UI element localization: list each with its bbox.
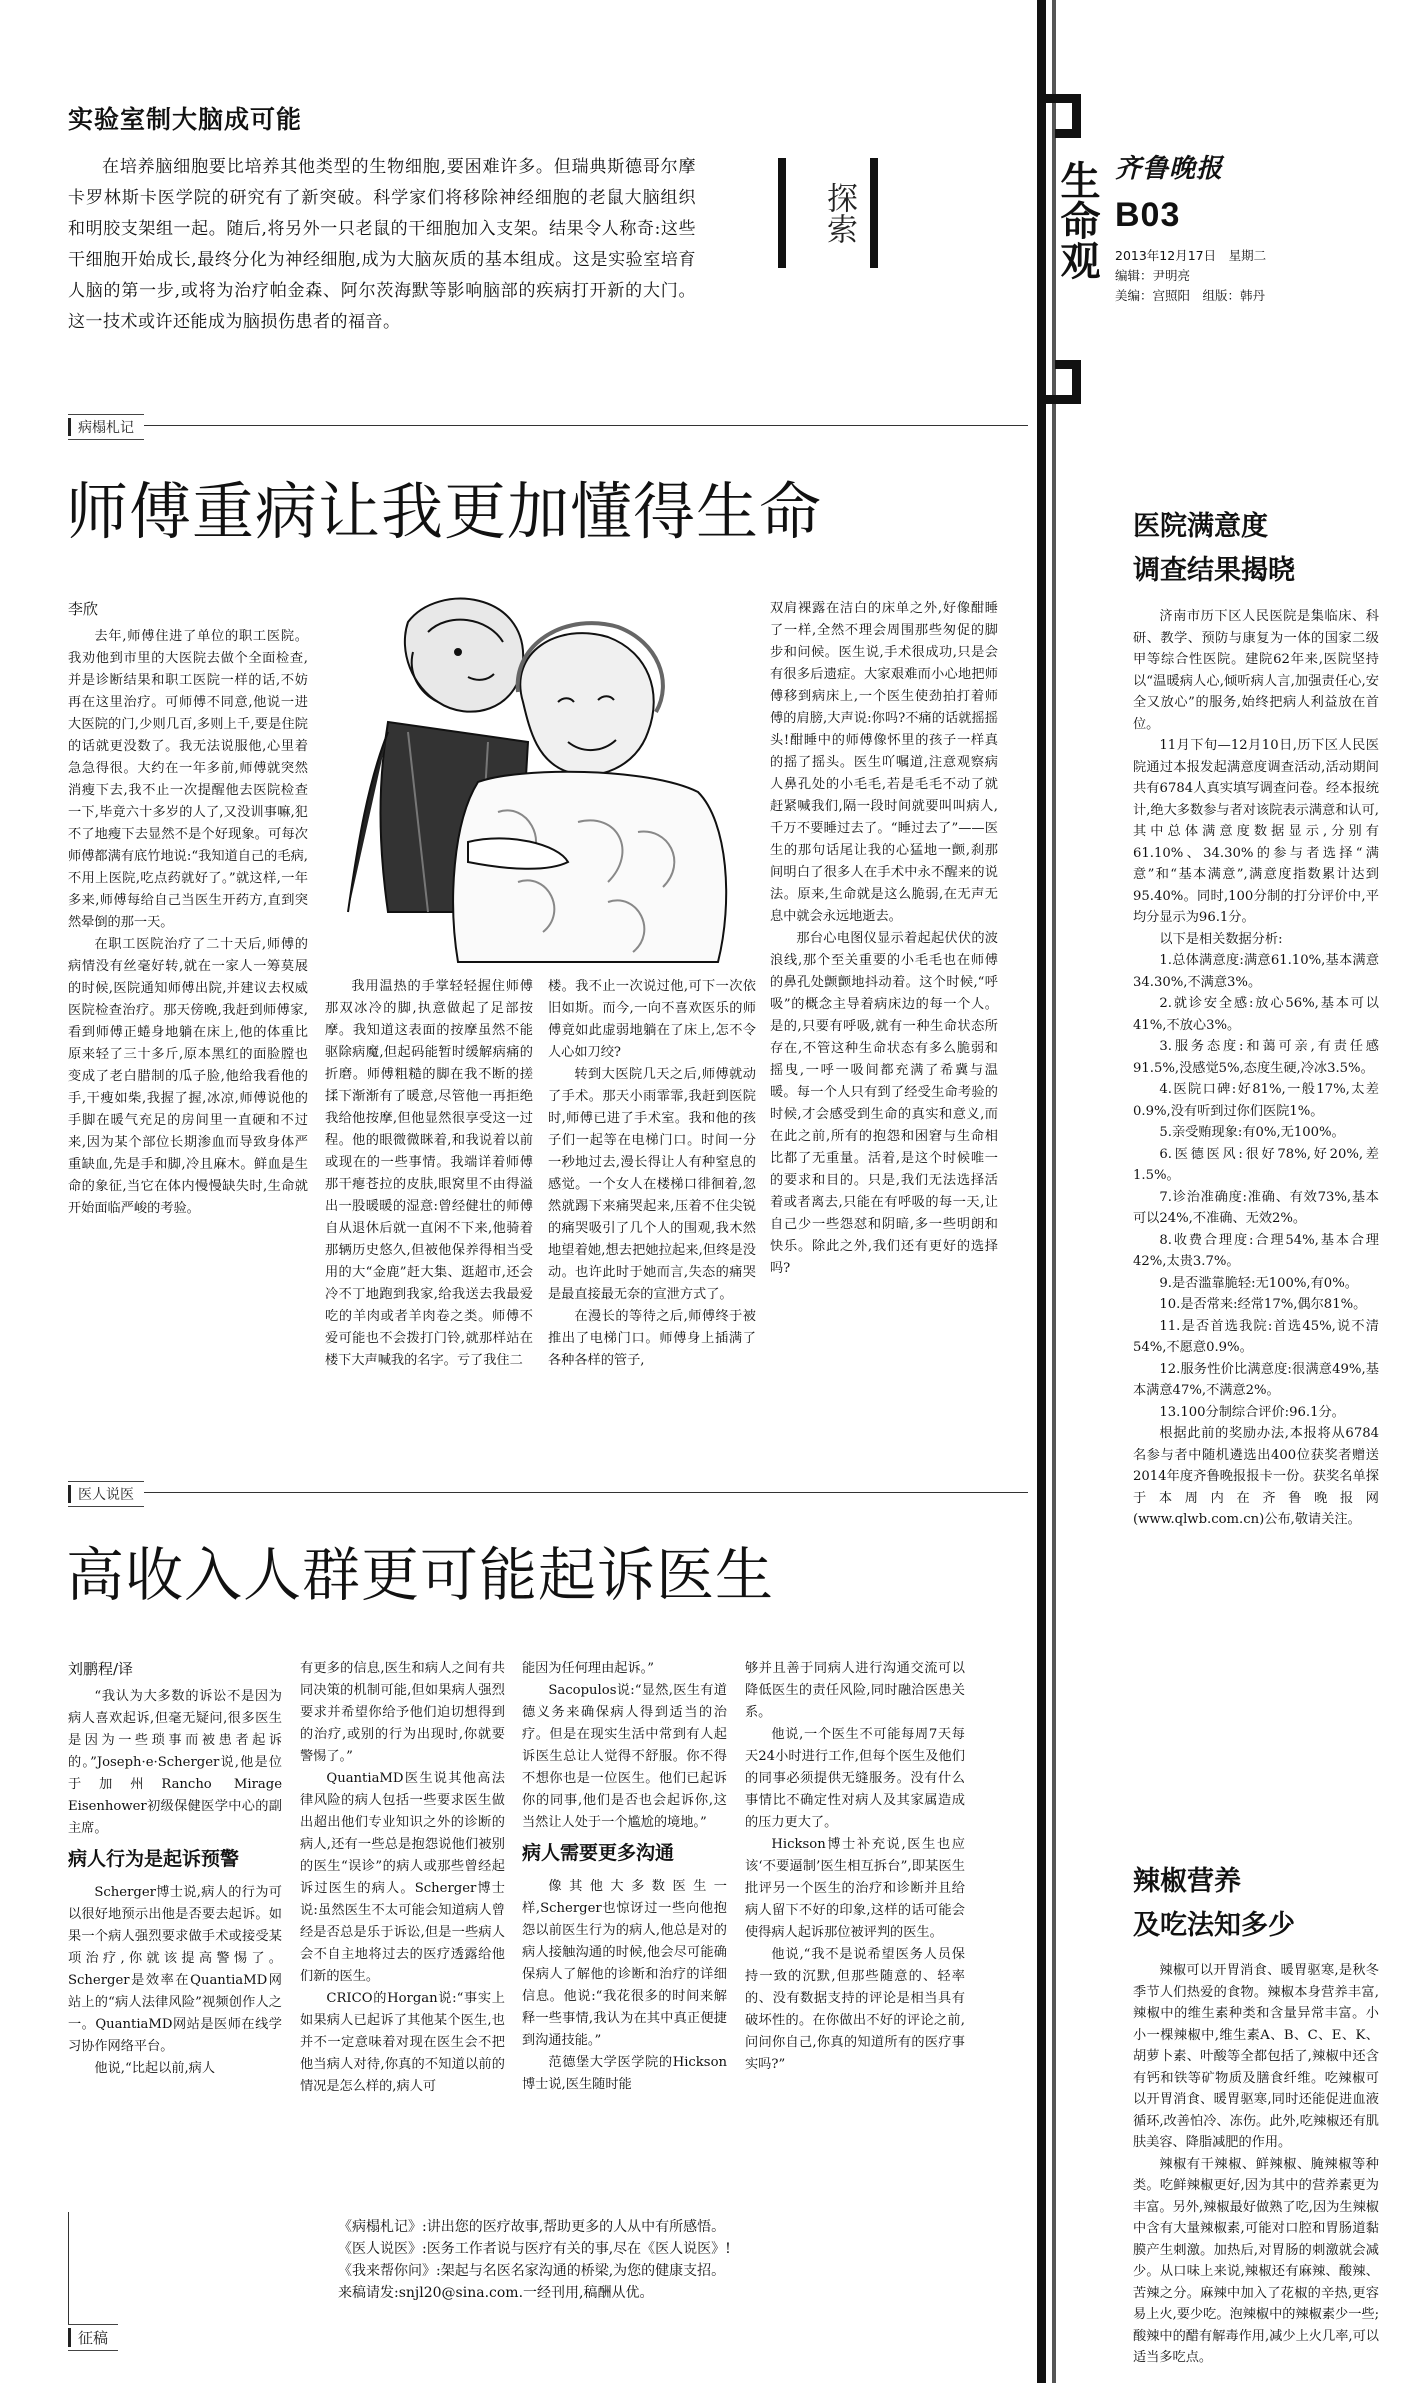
call-for-papers-box xyxy=(68,2212,1028,2350)
page-number: B03 xyxy=(1115,196,1181,234)
story2-tag: 医人说医 xyxy=(68,1481,144,1507)
side1-stat: 13.100分制综合评价:96.1分。 xyxy=(1159,1404,1345,1420)
story1-top-rule xyxy=(68,425,1028,426)
story2-paragraph: CRICO的Horgan说:“事实上如果病人已起诉了其他某个医生,也并不一定意味着对现在医生会不把他当病人对待,你真的不知道以前的情况是怎么样的,病人可 xyxy=(300,1991,505,2094)
story2-paragraph: Scherger博士说,病人的行为可以很好地预示出他是否要去起诉。如果一个病人强烈要求做手术或接受某项治疗,你就该提高警惕了。Scherger是效率在QuantiaMD网站上的“病人法律风险”视频创作人之一。QuantiaMD网站是医师在线学习协作网络平台。 xyxy=(68,1885,282,2054)
story2-headline: 高收入人群更可能起诉医生 xyxy=(66,1541,775,1609)
call-line-2: 《医人说医》:医务工作者说与医疗有关的事,尽在《医人说医》! xyxy=(338,2241,731,2257)
caregiver-illustration xyxy=(318,582,748,967)
side1-headline-line2: 调查结果揭晓 xyxy=(1133,555,1295,586)
story2-paragraph: 有更多的信息,医生和病人之间有共同决策的机制可能,但如果病人强烈要求并希望你给予他们迫切想得到的治疗,或别的行为出现时,你就要警惕了。” xyxy=(300,1661,505,1764)
side1-headline xyxy=(1133,505,1383,593)
story2-paragraph: Sacopulos说:“显然,医生有道德义务来确保病人得到适当的治疗。但是在现实生活中常到有人起诉医生总让人觉得不舒服。你不得不想你也是一位医生。他们已起诉你的同事,他们是否也会起诉你,这当然让人处于一个尴尬的境地。” xyxy=(522,1683,727,1830)
side1-body xyxy=(1133,606,1379,1836)
story2-paragraph: Hickson博士补充说,医生也应该‘不要逼制’医生相互拆台”,即某医生批评另一个医生的治疗和诊断并且给病人留下不好的印象,这样的话可能会使得病人起诉那位被评判的医生。 xyxy=(745,1837,965,1940)
story1-headline: 师傅重病让我更加懂得生命 xyxy=(66,475,823,548)
side1-stat: 1.总体满意度:满意61.10%,基本满意34.30%,不满意3%。 xyxy=(1133,953,1379,990)
side2-body xyxy=(1133,1960,1379,2370)
side1-paragraph: 11月下旬—12月10日,历下区人民医院通过本报发起满意度调查活动,活动期间共有6784人真实填写调查问卷。经本报统计,绝大多数参与者对该院表示满意和认可,其中总体满意度数据显示,分别有61.10%、34.30%的参与者选择“满意”和“基本满意”,满意度指数累计达到95.40%。同时,100分制的打分评价中,平均分显示为96.1分。 xyxy=(1133,738,1379,925)
story1-paragraph: 在漫长的等待之后,师傅终于被推出了电梯门口。师傅身上插满了各种各样的管子, xyxy=(548,1309,756,1368)
side1-stat: 4.医院口碑:好81%,一般17%,太差0.9%,没有听到过你们医院1%。 xyxy=(1133,1082,1379,1119)
side2-headline xyxy=(1133,1860,1383,1948)
story1-paragraph: 楼。我不止一次说过他,可下一次依旧如斯。而今,一向不喜欢医乐的师傅竟如此虚弱地躺在了床上,怎不令人心如刀绞? xyxy=(548,979,756,1060)
story2-column-2 xyxy=(300,1658,505,2094)
story2-column-1 xyxy=(68,1686,282,2076)
story1-column-2 xyxy=(325,976,533,1471)
side1-stat: 9.是否滥靠脆轻:无100%,有0%。 xyxy=(1159,1275,1358,1291)
side2-headline-line2: 及吃法知多少 xyxy=(1133,1910,1295,1941)
top-story-title: 实验室制大脑成可能 xyxy=(68,106,303,134)
side1-stat: 10.是否常来:经常17%,偶尔81%。 xyxy=(1159,1297,1367,1312)
side1-stat: 12.服务性价比满意度:很满意49%,基本满意47%,不满意2%。 xyxy=(1133,1361,1379,1398)
side1-paragraph: 根据此前的奖励办法,本报将从6784名参与者中随机遴选出400位获奖者赠送2014年度齐鲁晚报报卡一份。获奖名单探于本周内在齐鲁晚报网(www.qlwb.com.cn)公布,敬请关注。 xyxy=(1133,1426,1379,1527)
meander-ornament-bottom xyxy=(1037,360,1081,404)
story1-paragraph: 那台心电图仪显示着起起伏伏的波浪线,那个至关重要的小毛毛也在师傅的鼻孔处颤颤地抖动着。这个时候,“呼吸”的概念主导着病床边的每一个人。是的,只要有呼吸,就有一种生命状态所存在,不管这种生命状态有多么脆弱和摇曳,一呼一吸间都充满了希冀与温暖。每一个人只有到了经受生命考验的时候,才会感受到生命的真实和意义,而在此之前,所有的抱怨和困窘与生命相比都了无重量。活着,是这个时候唯一的要求和目的。只是,我们无法选择活着或者离去,只能在有呼吸的每一天,让自己少一些怨怼和阴暗,多一些明朗和快乐。除此之外,我们还有更好的选择吗? xyxy=(770,931,998,1276)
side1-paragraph: 以下是相关数据分析: xyxy=(1159,931,1283,947)
story2-paragraph: 能因为任何理由起诉。” xyxy=(522,1661,655,1676)
story2-paragraph: 范德堡大学医学院的Hickson博士说,医生随时能 xyxy=(522,2055,727,2092)
paper-name-logo: 齐鲁晚报 xyxy=(1115,154,1224,184)
story2-paragraph: “我认为大多数的诉讼不是因为病人喜欢起诉,但毫无疑问,很多医生是因为一些琐事而被患者起诉的。”Joseph·e·Scherger说,他是位于加州Rancho Mirage Eisenhower初级保健医学中心的副主席。 xyxy=(68,1689,282,1836)
meander-ornament-top xyxy=(1037,94,1081,138)
story1-paragraph: 双肩裸露在洁白的床单之外,好像酣睡了一样,全然不理会周围那些匆促的脚步和问候。医生说,手术很成功,只是会有很多后遗症。大家艰难而小心地把师傅移到病床上,一个医生使劲拍打着师傅的肩膀,大声说:你吗?不痛的话就摇摇头!酣睡中的师傅像怀里的孩子一样真的摇了摇头。医生吖嘱道,注意观察病人鼻孔处的小毛毛,若是毛毛不动了就赶紧喊我们,隔一段时间就要叫叫病人,千万不要睡过去了。“睡过去了”——医生的那句话尾让我的心猛地一颤,刹那间明白了很多人在手术中永不醒来的说法。原来,生命就是这么脆弱,在无声无息中就会永远地逝去。 xyxy=(770,601,998,924)
story1-tag: 病榻札记 xyxy=(68,414,144,440)
side1-stat: 8.收费合理度:合理54%,基本合理42%,太贵3.7%。 xyxy=(1133,1232,1379,1269)
call-for-papers-label: 征稿 xyxy=(68,2324,118,2351)
rail-stripe-left xyxy=(1037,0,1046,2383)
rail-stripe-right xyxy=(1052,0,1056,2383)
call-line-3: 《我来帮你问》:架起与名医名家沟通的桥梁,为您的健康支招。 xyxy=(338,2263,726,2279)
story2-paragraph: 像其他大多数医生一样,Scherger也惊讶过一些向他抱怨以前医生行为的病人,他总是对的病人接触沟通的时候,他会尽可能确保病人了解他的诊断和治疗的详细信息。他说:“我花很多的时间来解释一些事情,我认为在其中真正便捷到沟通技能。” xyxy=(522,1879,727,2048)
story1-column-4 xyxy=(770,598,998,1471)
story1-column-1 xyxy=(68,626,308,1471)
story2-paragraph: 够并且善于同病人进行沟通交流可以降低医生的责任风险,同时融洽医患关系。 xyxy=(745,1661,965,1720)
editor-credit: 编辑：尹明亮 xyxy=(1115,268,1191,283)
side1-stat: 3.服务态度:和蔼可亲,有责任感91.5%,没感觉5%,态度生硬,冷冰3.5%。 xyxy=(1133,1039,1379,1076)
section-badge-text: 探索 xyxy=(821,182,857,244)
story1-paragraph: 转到大医院几天之后,师傅就动了手术。那天小雨霏霏,我赶到医院时,师傅已进了手术室。我和他的孩子们一起等在电梯门口。时间一分一秒地过去,漫长得让人有种窒息的感觉。一个女人在楼梯口徘徊着,忽然就踢下来痛哭起来,压着不住尖锐的痛哭吸引了几个人的围观,我木然地望着她,想去把她拉起来,但终是没动。也许此时于她而言,失态的痛哭是最直接最无奈的宣泄方式了。 xyxy=(548,1067,756,1302)
story2-column-4 xyxy=(745,1658,965,2076)
section-badge xyxy=(778,158,878,268)
story1-column-3 xyxy=(548,976,756,1471)
story2-subhead-2: 病人需要更多沟通 xyxy=(522,1842,675,1864)
story2-top-rule xyxy=(68,1492,1028,1493)
side1-stat: 7.诊治准确度:准确、有效73%,基本可以24%,不准确、无效2%。 xyxy=(1133,1189,1379,1226)
story2-subhead-1: 病人行为是起诉预警 xyxy=(68,1848,240,1870)
side1-stat: 11.是否首选我院:首选45%,说不清54%,不愿意0.9%。 xyxy=(1133,1318,1379,1355)
story2-column-3 xyxy=(522,1658,727,2092)
side1-stat: 2.就诊安全感:放心56%,基本可以41%,不放心3%。 xyxy=(1133,996,1379,1033)
story2-author: 刘鹏程/译 xyxy=(68,1660,134,1678)
side2-headline-line1: 辣椒营养 xyxy=(1133,1866,1241,1897)
story1-paragraph: 我用温热的手掌轻轻握住师傅那双冰冷的脚,执意做起了足部按摩。我知道这表面的按摩虽然不能驱除病魔,但起码能暂时缓解病痛的折磨。师傅粗糙的脚在我不断的搓揉下渐渐有了暖意,尽管他一再拒绝我给他按摩,但他显然很享受这一过程。他的眼微微眯着,和我说着以前或现在的一些事情。我端详着师傅那干瘪苍拉的皮肤,眼窝里不由得溢出一股暖暖的湿意:曾经健壮的师傅自从退休后就一直闲不下来,他骑着那辆历史悠久,但被他保养得相当受用的大“金鹿”赶大集、逛超市,还会冷不丁地跑到我家,给我送去我最爱吃的羊肉或者羊肉卷之类。师傅不爱可能也不会拨打门铃,就那样站在楼下大声喊我的名字。亏了我住二 xyxy=(325,979,533,1368)
side1-stat: 5.亲受贿现象:有0%,无100%。 xyxy=(1159,1125,1345,1140)
story1-paragraph: 去年,师傅住进了单位的职工医院。我劝他到市里的大医院去做个全面检查,并是诊断结果和职工医院一样的话,不妨再在这里治疗。可师傅不同意,他说一进大医院的门,少则几百,多则上千,要是住院的话就更没数了。我无法说服他,心里着急急得很。大约在一年多前,师傅就突然消瘦下去,我不止一次提醒他去医院检查一下,毕竟六十多岁的人了,又没训事嘛,犯不了地瘦下去显然不是个好现象。可每次师傅都满有底竹地说:“我知道自己的毛病,不用上医院,吃点药就好了。”就这样,一年多来,师傅每给自己当医生开药方,直到突然晕倒的那一天。 xyxy=(68,629,308,930)
section-title: 生命观 xyxy=(1055,160,1099,280)
story2-paragraph: 他说,一个医生不可能每周7天每天24小时进行工作,但每个医生及他们的同事必须提供无缝服务。没有什么事情比不确定性对病人及其家属造成的压力更大了。 xyxy=(745,1727,965,1830)
story2-paragraph: QuantiaMD医生说其他高法律风险的病人包括一些要求医生做出超出他们专业知识之外的诊断的病人,还有一些总是抱怨说他们被别的医生“误诊”的病人或那些曾经起诉过医生的病人。Scherger博士说:虽然医生不太可能会知道病人曾经是否总是乐于诉讼,但是一些病人会不自主地将过去的医疗透露给他们新的医生。 xyxy=(300,1771,505,1984)
top-story-body: 在培养脑细胞要比培养其他类型的生物细胞,要困难许多。但瑞典斯德哥尔摩卡罗林斯卡医学院的研究有了新突破。科学家们将移除神经细胞的老鼠大脑组织和明胶支架组一起。随后,将另外一只老鼠的干细胞加入支架。结果令人称奇:这些干细胞开始成长,最终分化为神经细胞,成为大脑灰质的基本组成。这是实验室培育人脑的第一步,或将为治疗帕金森、阿尔茨海默等影响脑部的疾病打开新的大门。这一技术或许还能成为脑损伤患者的福音。 xyxy=(68,157,696,332)
issue-date: 2013年12月17日 星期二 xyxy=(1115,248,1267,263)
side1-paragraph: 济南市历下区人民医院是集临床、科研、教学、预防与康复为一体的国家二级甲等综合性医院。建院62年来,医院坚持以“温暖病人心,倾听病人言,加强责任心,安全又放心”的服务,始终把病人利益放在首位。 xyxy=(1133,609,1379,732)
story1-author: 李欣 xyxy=(68,600,99,618)
story2-paragraph: 他说,“我不是说希望医务人员保持一致的沉默,但那些随意的、轻率的、没有数据支持的评论是相当具有破坏性的。在你做出不好的评论之前,问问你自己,你真的知道所有的医疗事实吗?” xyxy=(745,1947,965,2072)
call-line-4: 来稿请发:snjl20@sina.com.一经刊用,稿酬从优。 xyxy=(338,2285,654,2301)
design-credit: 美编：宫照阳 组版：韩丹 xyxy=(1115,288,1266,303)
side1-stat: 6.医德医风:很好78%,好20%,差1.5%。 xyxy=(1133,1146,1379,1183)
story2-paragraph: 他说,“比起以前,病人 xyxy=(94,2061,216,2076)
story1-paragraph: 在职工医院治疗了二十天后,师傅的病情没有丝毫好转,就在一家人一筹莫展的时候,医院通知师傅出院,并建议去权威医院检查治疗。那天傍晚,我赶到师傅家,看到师傅正蜷身地躺在床上,他的体重比原来轻了三十多斤,原本黑红的面脸膛也变成了老白腊制的瓜子脸,他给我看他的手,干瘦如柴,我握了握,冰凉,师傅说他的手脚在暖气充足的房间里一直硬和不过来,因为某个部位长期渗血而导致身体严重缺血,先是手和脚,冷且麻木。鲜血是生命的象征,当它在体内慢慢缺失时,生命就开始面临严峻的考验。 xyxy=(68,937,308,1216)
side2-paragraph: 辣椒有干辣椒、鲜辣椒、腌辣椒等种类。吃鲜辣椒更好,因为其中的营养素更为丰富。另外,辣椒最好做熟了吃,因为生辣椒中含有大量辣椒素,可能对口腔和胃肠道黏膜产生刺激。加热后,对胃肠的刺激就会减少。从口味上来说,辣椒还有麻辣、酸辣、苦辣之分。麻辣中加入了花椒的辛热,更容易上火,要少吃。泡辣椒中的辣椒素少一些;酸辣中的醋有解毒作用,减少上火几率,可以适当多吃点。 xyxy=(1133,2156,1380,2365)
call-line-1: 《病榻札记》:讲出您的医疗故事,帮助更多的人从中有所感悟。 xyxy=(338,2219,726,2235)
side2-paragraph: 辣椒可以开胃消食、暖胃驱寒,是秋冬季节人们热爱的食物。辣椒本身营养丰富,辣椒中的维生素种类和含量异常丰富。小小一棵辣椒中,维生素A、B、C、E、K、胡萝卜素、叶酸等全都包括了,辣椒中还含有钙和铁等矿物质及膳食纤维。吃辣椒可以开胃消食、暖胃驱寒,同时还能促进血液循环,改善怕冷、冻伤。此外,吃辣椒还有肌肤美容、降脂减肥的作用。 xyxy=(1133,1963,1379,2150)
side1-headline-line1: 医院满意度 xyxy=(1133,511,1268,542)
